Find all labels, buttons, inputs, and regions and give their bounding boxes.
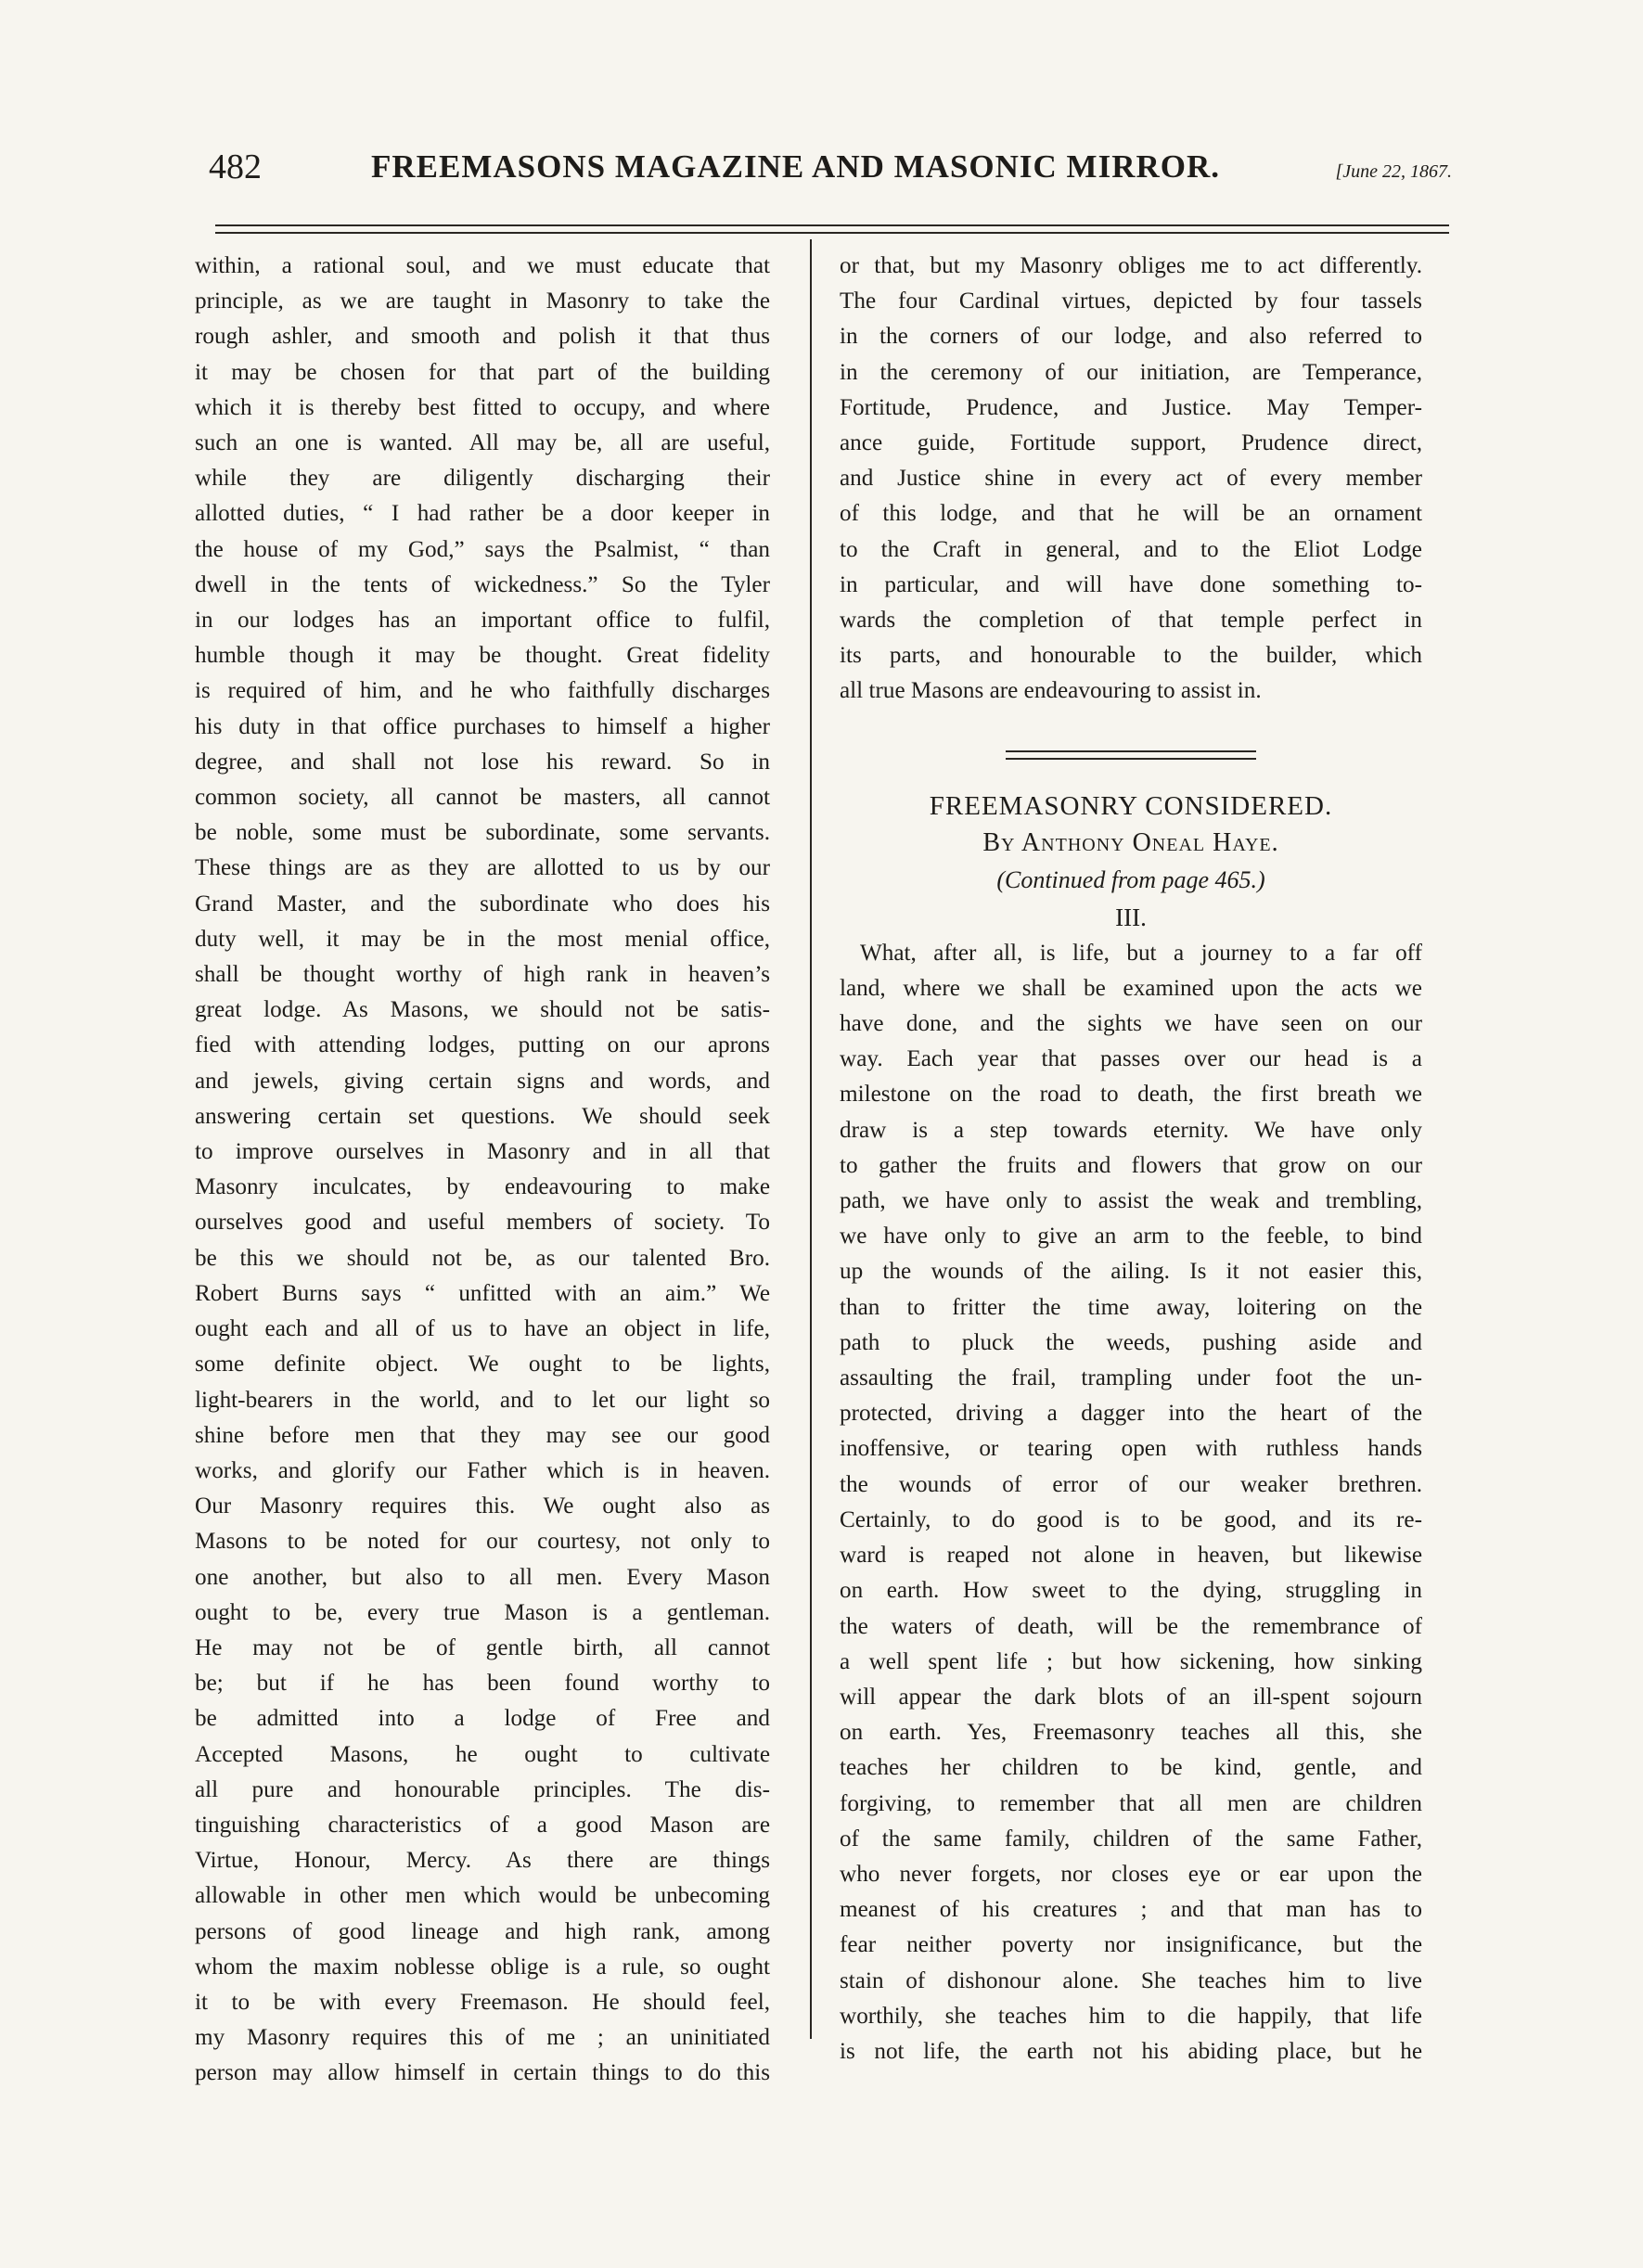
text-line: forgiving, to remember that all men are children: [840, 1790, 1422, 1816]
text-line: who never forgets, nor closes eye or ear upon the: [840, 1861, 1422, 1887]
text-line: principle, as we are taught in Masonry to take the: [195, 288, 770, 314]
header-rule-top: [215, 224, 1449, 226]
text-line: in our lodges has an important office to fulfil,: [195, 608, 770, 634]
text-line: Robert Burns says “ unfitted with an aim.” We: [195, 1280, 770, 1306]
page-header: [209, 139, 1452, 195]
text-line: ought each and all of us to have an object in life,: [195, 1316, 770, 1342]
text-line: shall be thought worthy of high rank in heaven’s: [195, 962, 770, 988]
text-line: of this lodge, and that he will be an ornament: [840, 501, 1422, 527]
text-line: to gather the fruits and flowers that grow on our: [840, 1152, 1422, 1178]
right-column: [840, 249, 1422, 2069]
issue-date: [June 22, 1867.: [1335, 161, 1452, 182]
text-line: degree, and shall not lose his reward. So in: [195, 749, 770, 775]
page-number: 482: [209, 147, 262, 186]
text-line: his duty in that office purchases to himself a higher: [195, 713, 770, 739]
text-line: Our Masonry requires this. We ought also as: [195, 1493, 770, 1519]
text-line: it to be with every Freemason. He should feel,: [195, 1989, 770, 2015]
header-rule-bottom: [215, 232, 1449, 234]
text-line: fied with attending lodges, putting on our aprons: [195, 1032, 770, 1058]
text-line: the waters of death, will be the remembrance of: [840, 1613, 1422, 1639]
text-line: its parts, and honourable to the builder, which: [840, 643, 1422, 669]
text-line: whom the maxim noblesse oblige is a rule, so ought: [195, 1954, 770, 1980]
text-line: These things are as they are allotted to us by our: [195, 855, 770, 881]
section-rule-top: [1006, 750, 1256, 752]
text-line: to the Craft in general, and to the Eliot Lodge: [840, 536, 1422, 562]
text-line: will appear the dark blots of an ill-spent sojourn: [840, 1684, 1422, 1710]
text-line: on earth. Yes, Freemasonry teaches all this, she: [840, 1720, 1422, 1746]
text-line: such an one is wanted. All may be, all are useful,: [195, 430, 770, 456]
text-line: persons of good lineage and high rank, among: [195, 1918, 770, 1944]
text-line: ought to be, every true Mason is a gentleman.: [195, 1599, 770, 1625]
text-line: the house of my God,” says the Psalmist, “ than: [195, 536, 770, 562]
text-line: fear neither poverty nor insignificance, but the: [840, 1932, 1422, 1958]
text-line: all true Masons are endeavouring to assist in.: [840, 678, 1262, 704]
continued-note: (Continued from page 465.): [996, 865, 1265, 893]
text-line: which it is thereby best fitted to occupy, and where: [195, 394, 770, 420]
article-continuation: [840, 249, 1422, 710]
text-line: and jewels, giving certain signs and words, and: [195, 1068, 770, 1094]
text-line: light-bearers in the world, and to let our light so: [195, 1387, 770, 1413]
text-line: duty well, it may be in the most menial office,: [195, 926, 770, 952]
text-line: Fortitude, Prudence, and Justice. May Temper-: [840, 394, 1422, 420]
text-line: is not life, the earth not his abiding place, but he: [840, 2038, 1422, 2064]
text-line: have done, and the sights we have seen on our: [840, 1011, 1422, 1037]
text-line: Virtue, Honour, Mercy. As there are things: [195, 1848, 770, 1874]
text-line: milestone on the road to death, the first breath we: [840, 1082, 1422, 1108]
text-line: while they are diligently discharging their: [195, 466, 770, 492]
text-line: on earth. How sweet to the dying, struggling in: [840, 1578, 1422, 1604]
text-line: it may be chosen for that part of the building: [195, 359, 770, 385]
text-line: works, and glorify our Father which is in heaven.: [195, 1457, 770, 1483]
text-line: be noble, some must be subordinate, some servants.: [195, 820, 770, 846]
text-line: path, we have only to assist the weak and trembling,: [840, 1188, 1422, 1214]
text-line: rough ashler, and smooth and polish it that thus: [195, 324, 770, 350]
text-line: teaches her children to be kind, gentle, and: [840, 1755, 1422, 1781]
text-line: of the same family, children of the same Father,: [840, 1826, 1422, 1852]
text-line: Certainly, to do good is to be good, and its re-: [840, 1506, 1422, 1532]
text-line: Accepted Masons, he ought to cultivate: [195, 1741, 770, 1767]
text-line: path to pluck the weeds, pushing aside and: [840, 1329, 1422, 1355]
text-line: What, after all, is life, but a journey to a far off: [860, 940, 1422, 966]
text-line: Grand Master, and the subordinate who does his: [195, 891, 770, 916]
running-title: FREEMASONS MAGAZINE AND MASONIC MIRROR.: [371, 148, 1221, 185]
text-line: than to fritter the time away, loitering on the: [840, 1294, 1422, 1320]
text-line: great lodge. As Masons, we should not be satis-: [195, 997, 770, 1023]
text-line: one another, but also to all men. Every Mason: [195, 1564, 770, 1590]
text-line: to improve ourselves in Masonry and in all that: [195, 1139, 770, 1165]
text-line: be this we should not be, as our talented Bro.: [195, 1245, 770, 1271]
text-line: humble though it may be thought. Great fidelity: [195, 643, 770, 669]
text-line: allowable in other men which would be unbecoming: [195, 1883, 770, 1909]
text-line: tinguishing characteristics of a good Mason are: [195, 1812, 770, 1838]
text-line: stain of dishonour alone. She teaches him to live: [840, 1967, 1422, 1993]
text-line: in the ceremony of our initiation, are Temperance,: [840, 359, 1422, 385]
text-line: up the wounds of the ailing. Is it not easier this,: [840, 1259, 1422, 1285]
text-line: ourselves good and useful members of society. To: [195, 1210, 770, 1236]
text-line: Masonry inculcates, by endeavouring to make: [195, 1174, 770, 1200]
text-line: a well spent life ; but how sickening, how sinking: [840, 1648, 1422, 1674]
text-line: in particular, and will have done something to-: [840, 571, 1422, 597]
text-line: within, a rational soul, and we must educate that: [195, 253, 770, 278]
text-line: protected, driving a dagger into the heart of the: [840, 1401, 1422, 1427]
text-line: The four Cardinal virtues, depicted by four tassels: [840, 288, 1422, 314]
left-column: [195, 249, 770, 2092]
section-rule-bottom: [1006, 758, 1256, 760]
text-line: meanest of his creatures ; and that man has to: [840, 1897, 1422, 1923]
text-line: my Masonry requires this of me ; an uninitiated: [195, 2025, 770, 2051]
text-line: Masons to be noted for our courtesy, not only to: [195, 1529, 770, 1555]
text-line: some definite object. We ought to be lights,: [195, 1352, 770, 1377]
text-line: allotted duties, “ I had rather be a door keeper in: [195, 501, 770, 527]
text-line: assaulting the frail, trampling under foot the un-: [840, 1365, 1422, 1391]
article-byline: By Anthony Oneal Haye.: [982, 827, 1279, 857]
text-line: in the corners of our lodge, and also referred to: [840, 324, 1422, 350]
text-line: be admitted into a lodge of Free and: [195, 1706, 770, 1732]
text-line: all pure and honourable principles. The dis-: [195, 1776, 770, 1802]
column-divider: [810, 239, 812, 2039]
text-line: He may not be of gentle birth, all cannot: [195, 1634, 770, 1660]
text-line: worthily, she teaches him to die happily, that life: [840, 2003, 1422, 2029]
article-body: [840, 936, 1422, 2070]
text-line: person may allow himself in certain things to do this: [195, 2060, 770, 2086]
text-line: be; but if he has been found worthy to: [195, 1671, 770, 1697]
text-line: we have only to give an arm to the feeble, to bind: [840, 1224, 1422, 1249]
text-line: answering certain set questions. We should seek: [195, 1103, 770, 1129]
text-line: wards the completion of that temple perfect in: [840, 608, 1422, 634]
text-line: draw is a step towards eternity. We have only: [840, 1117, 1422, 1143]
text-line: shine before men that they may see our good: [195, 1422, 770, 1448]
text-line: way. Each year that passes over our head is a: [840, 1046, 1422, 1072]
text-line: ance guide, Fortitude support, Prudence direct,: [840, 430, 1422, 456]
text-line: dwell in the tents of wickedness.” So the Tyler: [195, 571, 770, 597]
text-line: the wounds of error of our weaker brethren.: [840, 1471, 1422, 1497]
text-line: inoffensive, or tearing open with ruthless hands: [840, 1436, 1422, 1462]
text-line: or that, but my Masonry obliges me to act differently.: [840, 253, 1422, 278]
text-line: common society, all cannot be masters, all cannot: [195, 785, 770, 811]
text-line: and Justice shine in every act of every member: [840, 466, 1422, 492]
part-number: III.: [1115, 903, 1147, 931]
article-title: FREEMASONRY CONSIDERED.: [929, 790, 1333, 821]
text-line: land, where we shall be examined upon the acts we: [840, 975, 1422, 1001]
text-line: ward is reaped not alone in heaven, but likewise: [840, 1543, 1422, 1569]
text-line: is required of him, and he who faithfully discharges: [195, 678, 770, 704]
